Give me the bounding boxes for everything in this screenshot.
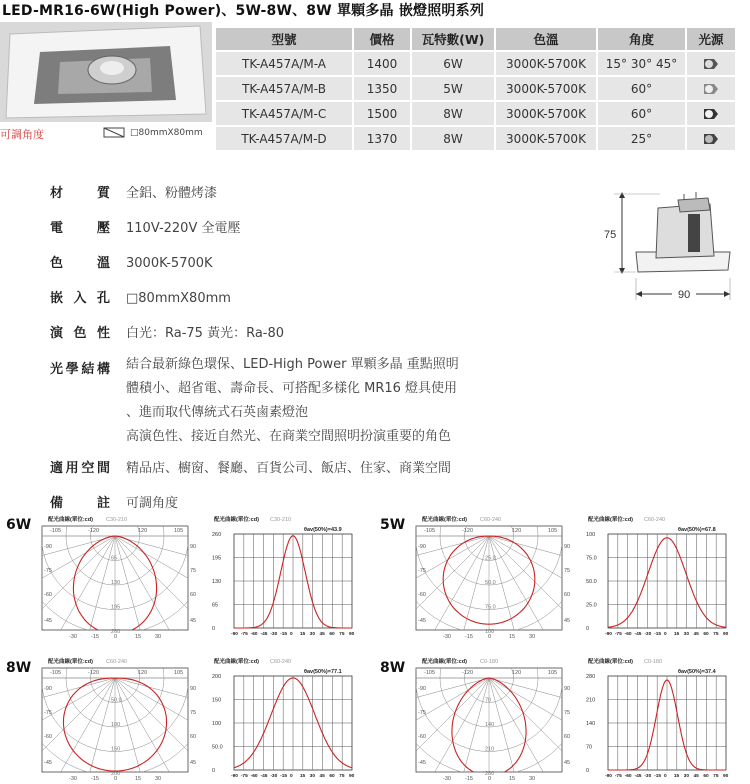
- photo-caption: 可調角度: [0, 128, 44, 141]
- polar-top-tick: 105: [548, 528, 558, 534]
- polar-radial-tick: 200: [111, 771, 121, 777]
- beam-angle: θav(50%)=67.8: [678, 527, 716, 533]
- line-ytick: 195: [212, 555, 222, 562]
- line-xtick: 60: [329, 774, 335, 779]
- col-watt: 瓦特數(W): [412, 28, 494, 50]
- polar-side-tick: -90: [44, 544, 52, 550]
- line-ytick: 50.0: [586, 579, 597, 585]
- cell-price: 1400: [354, 52, 410, 75]
- cell-temp: 3000K-5700K: [496, 127, 596, 150]
- polar-bottom-tick: 0: [488, 776, 492, 782]
- line-xtick: -30: [270, 774, 278, 779]
- col-temp: 色溫: [496, 28, 596, 50]
- spec-label: 電壓: [50, 221, 110, 236]
- line-ytick: 70: [586, 744, 593, 751]
- cutout-icon: [103, 127, 127, 139]
- line-xtick: 60: [703, 632, 709, 637]
- polar-side-tick: 75: [190, 568, 197, 574]
- col-model: 型號: [216, 28, 352, 50]
- col-angle: 角度: [598, 28, 685, 50]
- spec-value: 110V-220V 全電壓: [126, 221, 241, 236]
- polar-side-tick: 90: [564, 544, 571, 550]
- polar-radial-tick: 25.0: [485, 555, 496, 562]
- polar-side-tick: 60: [564, 734, 571, 740]
- polar-radial-tick: 260: [111, 629, 121, 635]
- polar-bottom-tick: 30: [155, 776, 162, 782]
- line-xtick: 75: [713, 774, 719, 779]
- polar-bottom-tick: -30: [69, 776, 77, 782]
- polar-top-tick: -105: [424, 528, 436, 534]
- led-bulb-icon: [702, 57, 720, 71]
- line-ytick: 100: [212, 721, 222, 727]
- polar-radial-tick: 50.0: [111, 697, 122, 704]
- cell-model: TK-A457A/M-A: [216, 52, 352, 75]
- line-xtick: 45: [693, 774, 699, 779]
- polar-side-tick: 45: [190, 618, 197, 624]
- polar-side-tick: -45: [418, 618, 426, 624]
- polar-top-tick: 105: [174, 528, 184, 534]
- line-xtick: -45: [634, 774, 642, 779]
- polar-bottom-tick: 15: [509, 776, 516, 782]
- line-range: C30-210: [270, 517, 292, 523]
- line-ytick: 280: [586, 674, 596, 680]
- led-bulb-icon: [702, 107, 720, 121]
- polar-bottom-tick: -30: [443, 634, 451, 640]
- polar-radial-tick: 70: [485, 697, 492, 704]
- line-xtick: 30: [683, 774, 690, 779]
- polar-top-tick: 105: [548, 670, 558, 676]
- line-range: C60-240: [644, 517, 666, 523]
- polar-radial-tick: 50.0: [485, 580, 496, 586]
- polar-bottom-tick: 30: [529, 776, 536, 782]
- cell-angle: 15° 30° 45°: [598, 52, 685, 75]
- line-xtick: -45: [260, 632, 268, 637]
- spec-value: 可調角度: [126, 496, 179, 511]
- polar-side-tick: 60: [190, 592, 197, 598]
- polar-range: C60-240: [106, 659, 128, 665]
- polar-side-tick: 90: [190, 686, 197, 692]
- spec-label: 色溫: [50, 256, 110, 271]
- line-ytick: 210: [586, 697, 596, 704]
- polar-bottom-tick: 30: [155, 634, 162, 640]
- polar-radial-tick: 75.0: [485, 604, 496, 611]
- polar-radial-tick: 100: [485, 629, 495, 635]
- line-xtick: -45: [260, 774, 268, 779]
- line-ytick: 130: [212, 579, 222, 585]
- chart-label-8w: 8W: [6, 660, 32, 676]
- spec-label: 材質: [50, 186, 110, 201]
- line-xtick: -30: [644, 632, 652, 637]
- spec-value: 白光：Ra-75 黃光：Ra-80: [126, 326, 285, 341]
- polar-top-tick: 120: [512, 670, 522, 676]
- line-ytick: 150: [212, 697, 222, 704]
- line-xtick: -90: [605, 774, 612, 779]
- polar-chart-8w-b: [410, 656, 571, 784]
- line-xtick: -90: [231, 632, 238, 637]
- beam-angle: θav(50%)=43.9: [304, 527, 342, 533]
- col-price: 價格: [354, 28, 410, 50]
- cell-watt: 8W: [412, 102, 494, 125]
- polar-side-tick: -90: [418, 544, 426, 550]
- polar-radial-tick: 65: [111, 555, 118, 562]
- beam-angle: θav(50%)=37.4: [678, 669, 716, 675]
- page-title: LED-MR16-6W(High Power)、5W-8W、8W 單顆多晶 嵌燈照明系列: [2, 3, 485, 19]
- polar-title: 配光曲線(單位:cd): [422, 517, 467, 523]
- polar-side-tick: 75: [564, 568, 571, 574]
- polar-title: 配光曲線(單位:cd): [48, 517, 93, 523]
- polar-side-tick: 60: [190, 734, 197, 740]
- line-ytick: 260: [212, 532, 222, 538]
- line-xtick: 75: [713, 632, 719, 637]
- line-title: 配光曲線(單位:cd): [214, 659, 259, 665]
- line-title: 配光曲線(單位:cd): [588, 517, 633, 523]
- line-xtick: 30: [683, 632, 690, 637]
- spec-value: □80mmX80mm: [126, 291, 231, 306]
- polar-radial-tick: 210: [485, 746, 495, 753]
- line-xtick: 0: [664, 774, 667, 779]
- table-row: [216, 127, 735, 150]
- table-row: [216, 52, 735, 75]
- cell-price: 1370: [354, 127, 410, 150]
- cell-source: [687, 52, 735, 75]
- line-xtick: -60: [250, 632, 258, 637]
- cell-model: TK-A457A/M-C: [216, 102, 352, 125]
- polar-bottom-tick: -15: [91, 776, 99, 782]
- polar-bottom-tick: 0: [488, 634, 492, 640]
- line-xtick: -60: [250, 774, 258, 779]
- polar-top-tick: 120: [138, 670, 148, 676]
- polar-chart-8w: [36, 656, 197, 784]
- polar-radial-tick: 150: [111, 746, 121, 753]
- line-xtick: -15: [654, 774, 662, 779]
- line-chart-8w: [210, 656, 360, 784]
- polar-top-tick: -120: [462, 670, 474, 676]
- cell-source: [687, 127, 735, 150]
- polar-bottom-tick: -15: [465, 634, 473, 640]
- polar-side-tick: 75: [564, 710, 571, 716]
- chart-label-5w: 5W: [380, 517, 406, 533]
- line-xtick: -15: [654, 632, 662, 637]
- line-xtick: -45: [634, 632, 642, 637]
- spec-value: 3000K-5700K: [126, 256, 213, 271]
- cell-watt: 6W: [412, 52, 494, 75]
- spec-value: 精品店、櫥窗、餐廳、百貨公司、飯店、住家、商業空間: [126, 461, 452, 476]
- line-ytick: 75.0: [586, 555, 597, 562]
- line-ytick: 100: [586, 532, 596, 538]
- polar-side-tick: -75: [44, 710, 52, 716]
- line-xtick: -60: [624, 774, 632, 779]
- line-xtick: 60: [329, 632, 335, 637]
- line-xtick: 90: [723, 774, 729, 779]
- dimension-drawing: [600, 188, 738, 300]
- line-xtick: -60: [624, 632, 632, 637]
- line-chart-8w-b: [584, 656, 734, 784]
- cell-model: TK-A457A/M-B: [216, 77, 352, 100]
- polar-range: C60-240: [480, 517, 502, 523]
- polar-side-tick: -75: [418, 710, 426, 716]
- line-ytick: 65: [212, 602, 219, 609]
- spec-label: 光學結構: [50, 362, 110, 377]
- spec-label: 適用空間: [50, 461, 110, 476]
- polar-top-tick: -105: [50, 528, 62, 534]
- line-ytick: 25.0: [586, 602, 597, 609]
- polar-side-tick: 90: [564, 686, 571, 692]
- line-xtick: -75: [240, 632, 248, 637]
- line-ytick: 0: [586, 768, 590, 774]
- cell-source: [687, 102, 735, 125]
- line-xtick: 0: [290, 774, 293, 779]
- chart-label-6w: 6W: [6, 517, 32, 533]
- polar-side-tick: -75: [418, 568, 426, 574]
- line-chart-5w: [584, 514, 734, 642]
- polar-side-tick: -45: [418, 760, 426, 766]
- polar-radial-tick: 130: [111, 580, 121, 586]
- led-bulb-icon: [702, 82, 720, 96]
- cell-watt: 5W: [412, 77, 494, 100]
- cell-angle: 60°: [598, 77, 685, 100]
- polar-bottom-tick: 0: [114, 776, 118, 782]
- line-xtick: -30: [644, 774, 652, 779]
- polar-side-tick: -45: [44, 618, 52, 624]
- cell-temp: 3000K-5700K: [496, 77, 596, 100]
- line-xtick: 60: [703, 774, 709, 779]
- polar-bottom-tick: -30: [69, 634, 77, 640]
- dimension-height: 75: [604, 229, 617, 241]
- polar-radial-tick: 280: [485, 771, 495, 777]
- polar-bottom-tick: -30: [443, 776, 451, 782]
- line-xtick: 75: [339, 774, 345, 779]
- polar-bottom-tick: -15: [465, 776, 473, 782]
- polar-side-tick: 60: [564, 592, 571, 598]
- line-ytick: 140: [586, 721, 596, 727]
- polar-bottom-tick: 15: [509, 634, 516, 640]
- spec-label: 備註: [50, 496, 110, 511]
- polar-title: 配光曲線(單位:cd): [48, 659, 93, 665]
- polar-top-tick: -105: [50, 670, 62, 676]
- line-xtick: -15: [280, 632, 288, 637]
- line-xtick: 90: [349, 774, 355, 779]
- line-range: C0-180: [644, 659, 663, 665]
- polar-bottom-tick: 15: [135, 634, 142, 640]
- polar-chart-5w: [410, 514, 571, 642]
- spec-table: [214, 26, 737, 152]
- polar-side-tick: 45: [190, 760, 197, 766]
- spec-value: 結合最新綠色環保、LED-High Power 單顆多晶 重點照明 體積小、超省電、壽命長、可搭配多樣化 MR16 燈具使用 、進而取代傳統式石英鹵素燈泡 高演色性、接近自然光、在商業空間照明扮演重要的角色: [126, 357, 459, 444]
- line-ytick: 0: [212, 626, 216, 632]
- line-xtick: 30: [309, 632, 316, 637]
- cell-price: 1500: [354, 102, 410, 125]
- polar-bottom-tick: 0: [114, 634, 118, 640]
- polar-top-tick: -120: [462, 528, 474, 534]
- line-xtick: -90: [231, 774, 238, 779]
- line-range: C60-240: [270, 659, 292, 665]
- cell-model: TK-A457A/M-D: [216, 127, 352, 150]
- polar-top-tick: -120: [88, 528, 100, 534]
- polar-top-tick: 120: [512, 528, 522, 534]
- line-xtick: 15: [299, 632, 306, 637]
- line-xtick: -30: [270, 632, 278, 637]
- polar-title: 配光曲線(單位:cd): [422, 659, 467, 665]
- polar-radial-tick: 195: [111, 604, 121, 611]
- polar-side-tick: -90: [44, 686, 52, 692]
- line-title: 配光曲線(單位:cd): [588, 659, 633, 665]
- line-title: 配光曲線(單位:cd): [214, 517, 259, 523]
- cell-temp: 3000K-5700K: [496, 102, 596, 125]
- line-xtick: 45: [319, 632, 325, 637]
- polar-side-tick: -60: [44, 592, 52, 598]
- line-ytick: 200: [212, 674, 222, 680]
- line-xtick: -75: [240, 774, 248, 779]
- polar-top-tick: -105: [424, 670, 436, 676]
- table-row: [216, 77, 735, 100]
- table-row: [216, 102, 735, 125]
- polar-range: C30-210: [106, 517, 128, 523]
- polar-side-tick: -90: [418, 686, 426, 692]
- polar-side-tick: 45: [564, 618, 571, 624]
- line-xtick: -75: [614, 632, 622, 637]
- line-xtick: 90: [349, 632, 355, 637]
- spec-label: 演色性: [50, 326, 110, 341]
- polar-top-tick: -120: [88, 670, 100, 676]
- chart-label-8w-b: 8W: [380, 660, 406, 676]
- cell-angle: 25°: [598, 127, 685, 150]
- col-source: 光源: [687, 28, 735, 50]
- polar-range: C0-180: [480, 659, 499, 665]
- dimension-width: 90: [678, 289, 691, 301]
- line-xtick: 0: [664, 632, 667, 637]
- polar-side-tick: -75: [44, 568, 52, 574]
- line-xtick: 15: [673, 632, 680, 637]
- product-photo: [0, 22, 212, 122]
- polar-side-tick: 90: [190, 544, 197, 550]
- cell-temp: 3000K-5700K: [496, 52, 596, 75]
- polar-side-tick: 75: [190, 710, 197, 716]
- polar-side-tick: -45: [44, 760, 52, 766]
- polar-side-tick: -60: [418, 734, 426, 740]
- led-bulb-icon: [702, 132, 720, 146]
- line-ytick: 0: [212, 768, 216, 774]
- line-xtick: 30: [309, 774, 316, 779]
- line-xtick: 75: [339, 632, 345, 637]
- hole-size-label: □80mmX80mm: [130, 128, 203, 138]
- polar-bottom-tick: 15: [135, 776, 142, 782]
- spec-value: 全鋁、粉體烤漆: [126, 186, 218, 201]
- line-xtick: -15: [280, 774, 288, 779]
- polar-side-tick: -60: [44, 734, 52, 740]
- polar-radial-tick: 100: [111, 722, 121, 728]
- polar-chart-6w: [36, 514, 197, 642]
- spec-label: 嵌入孔: [50, 291, 110, 306]
- cell-price: 1350: [354, 77, 410, 100]
- line-xtick: 45: [693, 632, 699, 637]
- line-xtick: 90: [723, 632, 729, 637]
- polar-bottom-tick: -15: [91, 634, 99, 640]
- line-xtick: 15: [299, 774, 306, 779]
- line-xtick: 45: [319, 774, 325, 779]
- polar-radial-tick: 140: [485, 722, 495, 728]
- polar-top-tick: 105: [174, 670, 184, 676]
- line-xtick: 15: [673, 774, 680, 779]
- line-xtick: 0: [290, 632, 293, 637]
- polar-side-tick: -60: [418, 592, 426, 598]
- cell-angle: 60°: [598, 102, 685, 125]
- polar-bottom-tick: 30: [529, 634, 536, 640]
- cell-watt: 8W: [412, 127, 494, 150]
- line-ytick: 0: [586, 626, 590, 632]
- polar-side-tick: 45: [564, 760, 571, 766]
- polar-top-tick: 120: [138, 528, 148, 534]
- line-xtick: -90: [605, 632, 612, 637]
- line-chart-6w: [210, 514, 360, 642]
- line-xtick: -75: [614, 774, 622, 779]
- cell-source: [687, 77, 735, 100]
- line-ytick: 50.0: [212, 744, 223, 751]
- beam-angle: θav(50%)=77.1: [304, 669, 342, 675]
